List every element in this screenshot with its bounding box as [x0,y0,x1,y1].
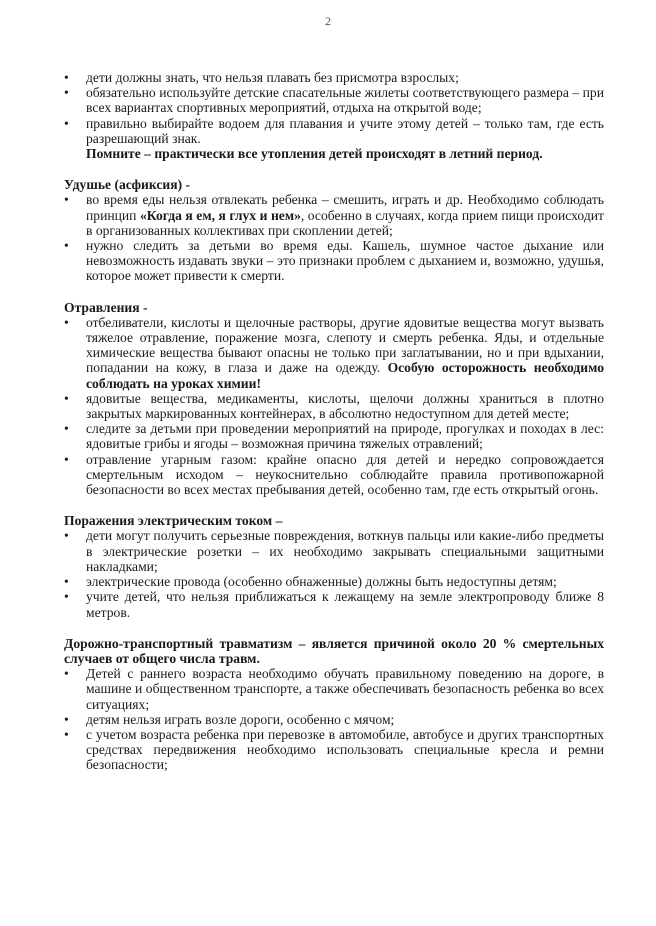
document-body [64,70,604,773]
section-heading-poisoning: Отравления - [64,299,148,315]
list-item: • следите за детьми при проведении мероприятий на природе, прогулках и походах в лес: ядовитые грибы и ягоды – возможная причина тяжелых отравлений; [64,421,604,452]
list-item: • отравление угарным газом: крайне опасно для детей и нередко сопровождается смертельным исходом – неукоснительно соблюдайте правила противопожарной безопасности во всех местах пребывания детей, особенно там, где есть открытый огонь. [64,451,604,498]
bullet-icon: • [64,528,69,544]
drowning-reminder: Помните – практически все утопления детей происходят в летний период. [86,146,543,162]
water-safety-list [64,70,604,146]
list-item: • учите детей, что нельзя приближаться к лежащему на земле электропроводу ближе 8 метров. [64,589,604,620]
list-item: • ядовитые вещества, медикаменты, кислоты, щелочи должны храниться в плотно закрытых маркированных контейнерах, в абсолютно недоступном для детей месте; [64,390,604,422]
bullet-icon: • [64,711,69,727]
bullet-icon: • [64,589,69,605]
list-item: • отбеливатели, кислоты и щелочные растворы, другие ядовитые вещества могут вызвать тяжелое отравление, поражение мозга, слепоту и смерть ребенка. Яды, и отдельные химические вещества бывают опасны не только при заглатывании, но и при вдыхании, попадании на кожу, в глаза и даже на одежду. Особую осторожность необходимо соблюдать на уроках химии! [64,314,604,391]
list-item: • обязательно используйте детские спасательные жилеты соответствующего размера – при всех вариантах спортивных мероприятий, отдыха на открытой воде; [64,85,604,116]
bullet-icon: • [64,421,69,437]
traffic-list [64,666,604,772]
bullet-icon: • [64,70,69,85]
list-item: • нужно следить за детьми во время еды. Кашель, шумное частое дыхание или невозможность издавать звуки – это признаки проблем с дыханием и, возможно, удушья, которое может привести к смерти. [64,238,604,284]
section-heading-traffic: Дорожно-транспортный травматизм – является причиной около 20 % смертельных случаев от общего числа травм. [64,635,604,666]
list-item: • с учетом возраста ребенка при перевозке в автомобиле, автобусе и других транспортных средствах передвижения необходимо использовать специальные кресла и ремни безопасности; [64,726,604,773]
list-item: • Детей с раннего возраста необходимо обучать правильному поведению на дороге, в машине и общественном транспорте, а также обеспечивать безопасность ребенка во всех ситуациях; [64,666,604,712]
bullet-icon: • [64,238,69,254]
list-item: • дети могут получить серьезные повреждения, воткнув пальцы или какие-либо предметы в электрические розетки – их необходимо закрывать специальными защитными накладками; [64,528,604,574]
bullet-icon: • [64,451,69,467]
bullet-icon: • [64,726,69,742]
list-item: • дети должны знать, что нельзя плавать без присмотра взрослых; [64,70,459,85]
bullet-icon: • [64,574,69,590]
list-item: • правильно выбирайте водоем для плавания и учите этому детей – только там, где есть разрешающий знак. [64,115,604,146]
list-item: • детям нельзя играть возле дороги, особенно с мячом; [64,711,395,727]
list-item: • электрические провода (особенно обнаженные) должны быть недоступны детям; [64,574,557,590]
bullet-icon: • [64,115,69,131]
bullet-icon: • [64,314,69,330]
poisoning-list [64,315,604,497]
page-number: 2 [325,14,331,28]
bullet-icon: • [64,192,69,208]
bullet-icon: • [64,85,69,101]
bullet-icon: • [64,666,69,682]
bullet-icon: • [64,390,69,406]
list-item: • во время еды нельзя отвлекать ребенка – смешить, играть и др. Необходимо соблюдать принцип «Когда я ем, я глух и нем», особенно в случаях, когда прием пищи происходит в организованных коллективах при скоплении детей; [64,192,604,238]
section-heading-asphyxia: Удушье (асфиксия) - [64,177,191,193]
electric-list [64,528,604,619]
section-heading-electric: Поражения электрическим током – [64,513,283,529]
asphyxia-list [64,192,604,283]
